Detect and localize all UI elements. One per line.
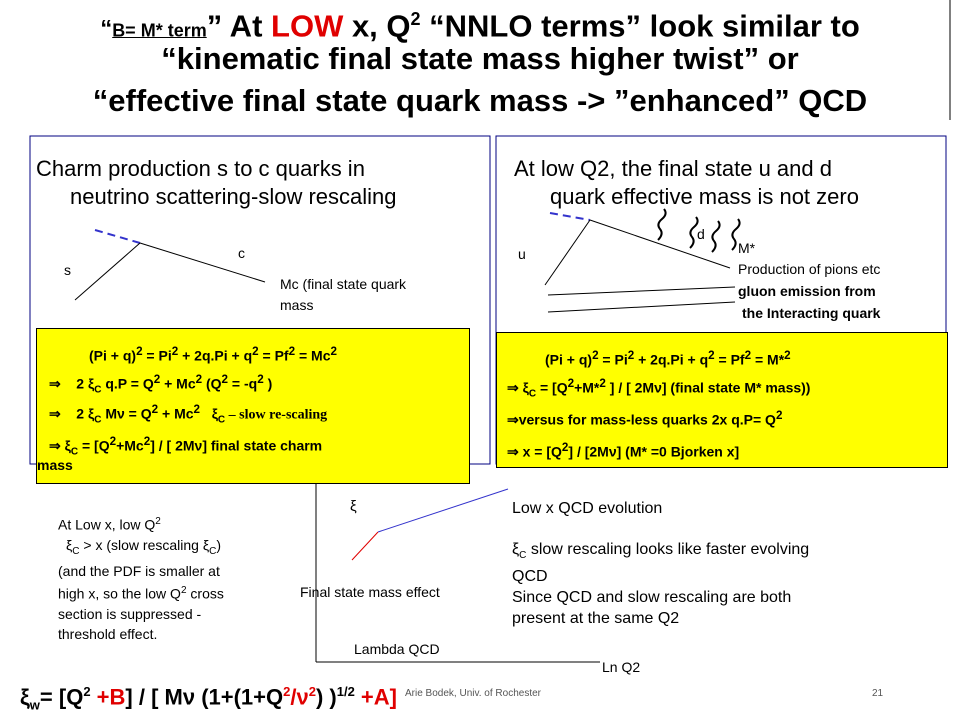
eq-part: = M* — [751, 351, 785, 368]
sub: C — [519, 550, 527, 562]
eq-part: = [Q — [78, 437, 110, 454]
sup: 2 — [180, 585, 187, 597]
right-heading-line-1: At low Q2, the final state u and d — [514, 156, 832, 181]
sup: 2 — [708, 349, 715, 362]
slow-rescaling-label: – slow re-scaling — [225, 407, 328, 423]
title-low: LOW — [271, 8, 344, 44]
eq-part: ξ — [522, 379, 529, 396]
note-text: At Low x, low Q — [58, 516, 156, 533]
eq-part: = Pf — [714, 351, 745, 368]
sup: 2 — [330, 345, 337, 358]
plot-lambda-label: Lambda QCD — [354, 641, 440, 657]
left-eq-row-2 — [49, 373, 272, 395]
sup: 2 — [195, 373, 203, 386]
note-line-4 — [58, 581, 224, 604]
note-qcd: QCD — [512, 568, 548, 586]
sub: w — [29, 697, 40, 713]
note-slow-rescaling — [512, 539, 809, 566]
note-line-2 — [58, 535, 224, 562]
plot-final-state-label: Final state mass effect — [300, 584, 440, 600]
sup: 2 — [784, 349, 791, 362]
eq-part: ] / [ 2Mν] final state charm — [150, 437, 323, 454]
xi-w-formula — [20, 684, 397, 713]
slide-title-line-2: “kinematic final state mass higher twist” or — [161, 41, 799, 76]
eq-part: + 2q.Pi + q — [634, 351, 709, 368]
eq-part: 2 ξ — [76, 405, 95, 422]
note-line-5: section is suppressed - — [58, 606, 202, 623]
gluon-squiggle-1 — [658, 209, 666, 240]
note-since: Since QCD and slow rescaling are both — [512, 589, 792, 607]
sub: C — [94, 414, 102, 426]
sup: 2 — [109, 435, 117, 448]
note-text: ξ — [202, 536, 210, 553]
sup: 2 — [193, 403, 201, 416]
sup: 2 — [151, 403, 159, 416]
note-low-x: Low x QCD evolution — [512, 500, 663, 517]
left-equation-box — [36, 328, 470, 484]
eq-part: +Mc — [116, 437, 144, 454]
implies-arrow: ⇒ — [507, 379, 519, 396]
formula-part: ξ — [20, 684, 30, 710]
sup: 2 — [561, 441, 569, 454]
eq-part: Mν = Q — [101, 405, 152, 422]
eq-part: + 2q.Pi + q — [178, 347, 253, 364]
sub: C — [209, 545, 217, 557]
formula-part: ) ) — [315, 684, 337, 710]
sup: 2 — [744, 349, 752, 362]
eq-part: 2 ξ — [76, 375, 95, 392]
eq-part: +M* — [574, 379, 600, 396]
left-eq-row-1 — [89, 345, 337, 364]
formula-a-term: +A] — [354, 684, 397, 710]
implies-arrow: ⇒ — [49, 437, 61, 454]
left-s-quark-line — [75, 243, 140, 300]
eq-part: ] / [2Mν] (M* =0 Bjorken x] — [568, 443, 740, 460]
note-text: ξ — [512, 541, 520, 558]
gluon-squiggle-3 — [712, 221, 720, 252]
right-eq-row-2 — [507, 377, 810, 399]
right-heading-line-2: quark effective mass is not zero — [550, 184, 859, 209]
sup: 2 — [567, 377, 575, 390]
sup: 2 — [599, 377, 606, 390]
sub: C — [70, 446, 79, 458]
title-b-term: B= M* term — [112, 20, 207, 41]
right-eq-row-1 — [545, 349, 791, 368]
note-text: ξ — [66, 536, 73, 553]
eq-part: ] / [ 2Mν] (final state M* mass)) — [605, 379, 811, 396]
formula-part: = [Q — [39, 684, 84, 710]
sub: C — [528, 388, 537, 400]
mstar-label: M* — [738, 240, 756, 256]
sup: 2 — [136, 345, 143, 358]
production-label: Production of pions etc — [738, 261, 881, 277]
implies-arrow: ⇒ — [507, 411, 519, 428]
sub: C — [217, 414, 226, 426]
gluon-label-1: gluon emission from — [738, 283, 876, 299]
eq-part: = -q — [228, 375, 258, 392]
right-u-quark-line — [545, 220, 590, 285]
note-line-3: (and the PDF is smaller at — [58, 563, 220, 580]
sup: 2 — [153, 373, 161, 386]
eq-part: = Pf — [258, 347, 289, 364]
right-boson-dashed — [550, 213, 590, 220]
title-quote-open: “ — [100, 15, 113, 43]
sup: 2 — [83, 684, 91, 699]
eq-part: = [Q — [536, 379, 568, 396]
implies-arrow: ⇒ — [507, 443, 519, 460]
sup: 2 — [775, 409, 783, 422]
plot-xi-label: ξ — [350, 498, 357, 515]
left-eq-row-4 — [49, 435, 322, 457]
footer-author: Arie Bodek, Univ. of Rochester — [405, 688, 541, 699]
note-text: ) — [216, 536, 222, 553]
eq-part: + Mc — [158, 405, 194, 422]
sub: C — [94, 384, 102, 396]
eq-part: ξ — [211, 405, 218, 422]
label-d-quark: d — [697, 226, 705, 242]
implies-arrow: ⇒ — [49, 405, 61, 422]
left-heading-line-2: neutrino scattering-slow rescaling — [70, 184, 397, 209]
eq-part: = Pi — [142, 347, 172, 364]
qcd-evolution-curve — [378, 489, 508, 532]
note-line-6: threshold effect. — [58, 626, 158, 643]
bottom-right-notes — [512, 498, 809, 629]
title-part-d: “NNLO terms” look similar to — [420, 8, 860, 44]
sup: 2 — [221, 373, 229, 386]
note-text: slow rescaling looks like faster evolving — [526, 541, 810, 558]
note-line-1 — [58, 512, 224, 535]
slide-title-line-3: “effective final state quark mass -> ”enhanced” QCD — [92, 83, 868, 118]
spectator-line-1 — [548, 287, 735, 295]
sup: 2 — [288, 345, 296, 358]
gluon-label-2: the Interacting quark — [742, 305, 881, 321]
left-boson-dashed — [95, 230, 140, 243]
sup: 1/2 — [336, 684, 355, 699]
mc-label-2: mass — [280, 297, 314, 313]
title-sup: 2 — [410, 9, 421, 29]
formula-part: ] / [ Mν (1+(1+Q — [125, 684, 284, 710]
plot-x-axis-label: Ln Q2 — [602, 659, 641, 675]
right-eq-row-3 — [507, 409, 782, 429]
final-state-curve — [352, 532, 378, 560]
sup: 2 — [155, 516, 161, 527]
right-equation-box — [496, 332, 948, 468]
formula-b-term: +B — [90, 684, 126, 710]
label-s-quark: s — [64, 262, 71, 278]
note-text: > x (slow rescaling — [79, 536, 203, 553]
bottom-left-notes — [58, 512, 224, 644]
left-eq-row-3 — [49, 403, 327, 425]
sup: 2 — [627, 349, 635, 362]
note-text: cross — [186, 586, 224, 603]
right-eq-row-4 — [507, 441, 739, 461]
mc-label-1: Mc (final state quark — [280, 276, 407, 292]
label-u-quark: u — [518, 246, 526, 262]
eq-part: (Q — [202, 375, 222, 392]
eq-part: ξ — [64, 437, 71, 454]
title-part-b: ” At — [206, 8, 272, 44]
sup: 2 — [592, 349, 599, 362]
implies-arrow: ⇒ — [49, 375, 61, 392]
eq-part: versus for mass-less quarks 2x q.P= Q — [518, 411, 776, 428]
eq-part: = Pi — [598, 351, 628, 368]
sup: 2 — [257, 373, 264, 386]
eq-part: q.P = Q — [101, 375, 154, 392]
sup: 2 — [143, 435, 151, 448]
sup: 2 — [308, 684, 316, 699]
left-heading-line-1: Charm production s to c quarks in — [36, 156, 365, 181]
page-number: 21 — [872, 688, 884, 699]
note-present: present at the same Q2 — [512, 610, 680, 628]
sup: 2 — [283, 684, 291, 699]
sub: C — [72, 545, 80, 557]
title-part-c: x, Q — [343, 8, 411, 44]
sup: 2 — [171, 345, 179, 358]
eq-part: x = [Q — [522, 443, 562, 460]
left-eq-row-5: mass — [37, 457, 73, 473]
spectator-line-2 — [548, 302, 735, 312]
label-c-quark: c — [238, 245, 245, 261]
left-c-quark-line — [140, 243, 265, 282]
eq-part: (Pi + q) — [89, 347, 137, 364]
eq-part: = Mc — [295, 347, 331, 364]
eq-part: ) — [263, 375, 273, 392]
formula-part: /ν — [290, 684, 309, 710]
eq-part: (Pi + q) — [545, 351, 593, 368]
sup: 2 — [252, 345, 259, 358]
eq-part: + Mc — [160, 375, 196, 392]
note-text: high x, so the low Q — [58, 586, 181, 603]
